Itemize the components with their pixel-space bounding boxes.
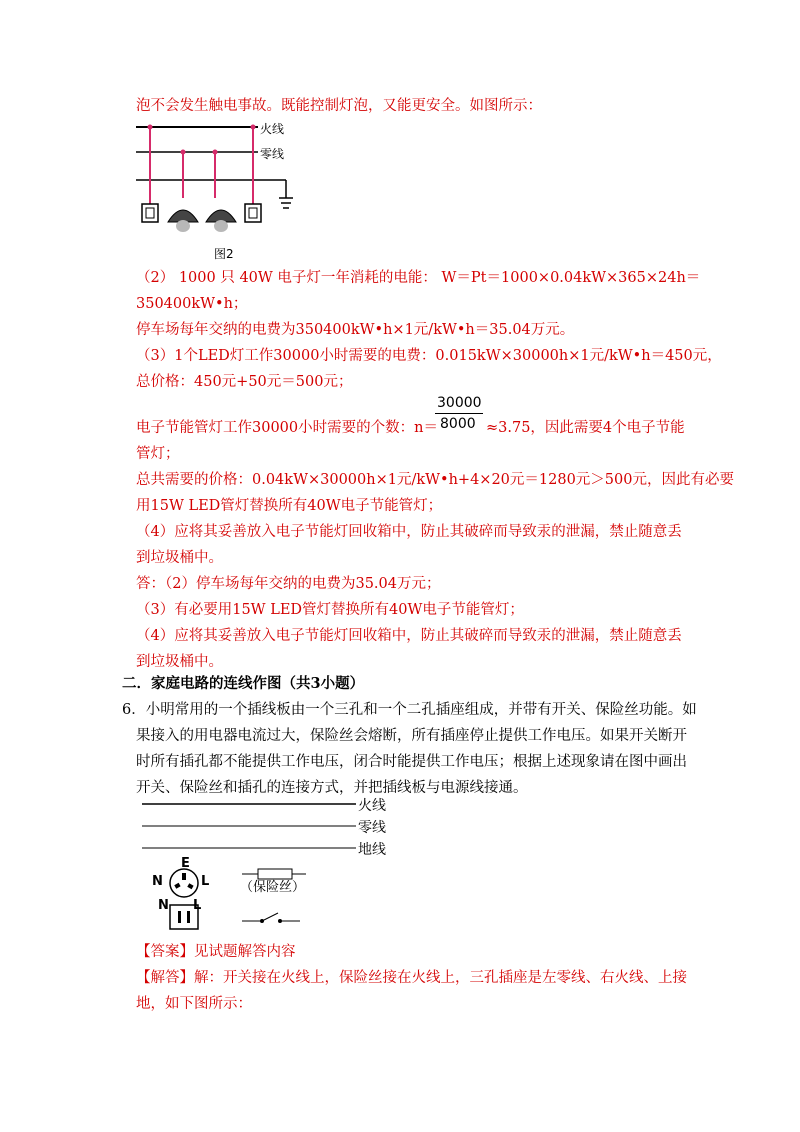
socket-label-n: N: [152, 874, 163, 889]
text-line: 350400kW•h；: [136, 296, 248, 312]
text-line: （2） 1000 只 40W 电子灯一年消耗的电能： W＝Pt＝1000×0.04kW×365×24h＝: [136, 270, 701, 286]
text-line: 电子节能管灯工作30000小时需要的个数：n＝: [136, 420, 438, 436]
fraction-numerator: 30000: [437, 395, 482, 411]
live-wire-label: 火线: [358, 798, 386, 814]
question-line: 时所有插孔都不能提供工作电压，闭合时能提供工作电压；根据上述现象请在图中画出: [136, 754, 687, 770]
neutral-wire-label: 零线: [358, 820, 386, 836]
text-line: 用15W LED管灯替换所有40W电子节能管灯；: [136, 498, 443, 514]
answer-line: [136, 942, 296, 962]
power-strip-figure: [136, 795, 406, 935]
text-line: （3）1个LED灯工作30000小时需要的电费：0.015kW×30000h×1元/kW•h＝450元，: [136, 348, 722, 364]
text-line: 停车场每年交纳的电费为350400kW•h×1元/kW•h＝35.04万元。: [136, 322, 575, 338]
socket-label-l2: L: [193, 898, 202, 913]
figure-caption: 图2: [214, 247, 234, 260]
lamp-circuit-figure: [136, 118, 306, 260]
text-line: 总价格：450元+50元＝500元；: [136, 374, 353, 390]
solution-text: 解：开关接在火线上，保险丝接在火线上，三孔插座是左零线、右火线、上接: [194, 970, 687, 986]
solution-line: 地，如下图所示：: [136, 996, 252, 1012]
fraction-bar: [435, 413, 483, 414]
text-line: （3）有必要用15W LED管灯替换所有40W电子节能管灯；: [136, 602, 524, 618]
solution-line: [136, 968, 687, 988]
text-line: （4）应将其妥善放入电子节能灯回收箱中，防止其破碎而导致汞的泄漏，禁止随意丢: [136, 628, 682, 644]
live-wire-label: 火线: [260, 122, 285, 136]
text-line: 管灯；: [136, 446, 180, 462]
section-heading: 二．家庭电路的连线作图（共3小题）: [122, 675, 365, 692]
text-line: 答：（2）停车场每年交纳的电费为35.04万元；: [136, 576, 441, 592]
ground-wire-label: 地线: [358, 842, 386, 858]
solution-tag: 【解答】: [136, 970, 194, 986]
question-line: 6．小明常用的一个插线板由一个三孔和一个二孔插座组成，并带有开关、保险丝功能。如: [122, 702, 697, 718]
text-line: 总共需要的价格：0.04kW×30000h×1元/kW•h+4×20元＝1280元＞500元，因此有必要: [136, 472, 734, 488]
neutral-wire-label: 零线: [260, 147, 285, 161]
text-line: 泡不会发生触电事故。既能控制灯泡，又能更安全。如图所示：: [136, 98, 542, 114]
question-line: 开关、保险丝和插孔的连接方式，并把插线板与电源线接通。: [136, 780, 528, 796]
answer-text: 见试题解答内容: [194, 944, 296, 960]
text-line: ≈3.75，因此需要4个电子节能: [486, 420, 685, 436]
socket-label-l: L: [201, 874, 210, 889]
fraction-denominator: 8000: [440, 416, 476, 432]
text-line: （4）应将其妥善放入电子节能灯回收箱中，防止其破碎而导致汞的泄漏，禁止随意丢: [136, 524, 682, 540]
socket-label-n2: N: [158, 898, 169, 913]
question-line: 果接入的用电器电流过大，保险丝会熔断，所有插座停止提供工作电压。如果开关断开: [136, 728, 687, 744]
answer-tag: 【答案】: [136, 944, 194, 960]
fuse-label: （保险丝）: [240, 880, 306, 895]
text-line: 到垃圾桶中。: [136, 550, 223, 566]
socket-label-e: E: [181, 856, 190, 871]
text-line: 到垃圾桶中。: [136, 654, 223, 670]
